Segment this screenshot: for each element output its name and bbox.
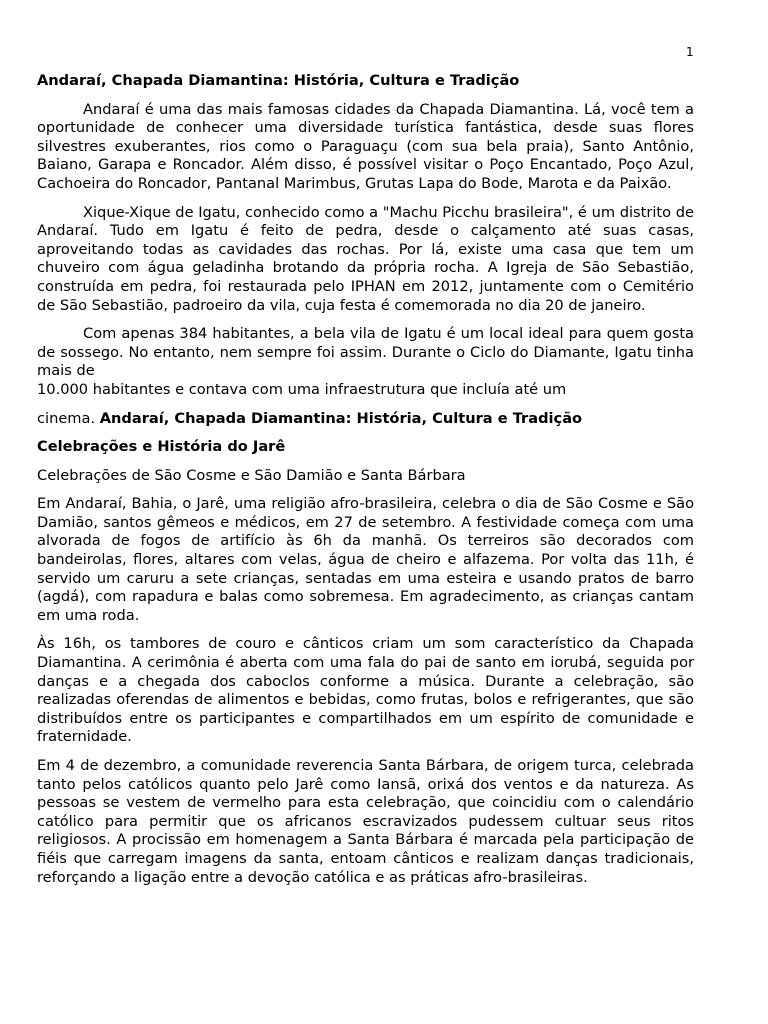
paragraph-santa-barbara: Em 4 de dezembro, a comunidade reverencia Santa Bárbara, de origem turca, celebrada tanto pelos católicos quanto pelo Jarê como Iansã, orixá dos ventos e da natureza. As pessoas se vestem de vermelho para esta celebração, que coincidiu com o calendário católico para permitir que os africanos escravizados pudessem cultuar seus ritos religiosos. A procissão em homenagem a Santa Bárbara é marcada pela participação de fiéis que carregam imagens da santa, entoam cânticos e realizam danças tradicionais, reforçando a ligação entre a devoção católica e as práticas afro-brasileiras. [37,757,694,886]
page-number: 1 [686,45,694,59]
document-title: Andaraí, Chapada Diamantina: História, Cultura e Tradição [37,72,520,89]
paragraph-tambores: Às 16h, os tambores de couro e cânticos criam um som característico da Chapada Diamantina. A cerimônia é aberta com uma fala do pai de santo em iorubá, seguida por danças e a chegada dos caboclos conforme a música. Durante a celebração, são realizadas oferendas de alimentos e bebidas, como frutas, bolos e refrigerantes, que são distribuídos entre os participantes e compartilhados em um espírito de comunidade e fraternidade. [37,635,694,746]
paragraph-igatu-population: Com apenas 384 habitantes, a bela vila de Igatu é um local ideal para quem gosta de sossego. No entanto, nem sempre foi assim. Durante o Ciclo do Diamante, Igatu tinha mais de [37,325,694,380]
section-subheading-celebrations: Celebrações de São Cosme e São Damião e Santa Bárbara [37,466,466,484]
paragraph-sao-cosme: Em Andaraí, Bahia, o Jarê, uma religião afro-brasileira, celebra o dia de São Cosme e São Damião, santos gêmeos e médicos, em 27 de setembro. A festividade começa com uma alvorada de fogos de artifício às 6h da manhã. Os terreiros são decorados com bandeirolas, flores, altares com velas, água de cheiro e alfazema. Por volta das 11h, é servido um caruru a sete crianças, sentadas em uma esteira e usando pratos de barro (agdá), com rapadura e balas como sobremesa. Em agradecimento, as crianças cantam em uma roda. [37,495,694,624]
paragraph-andarai-intro: Andaraí é uma das mais famosas cidades da Chapada Diamantina. Lá, você tem a oportunidade de conhecer uma diversidade turística fantástica, desde suas flores silvestres exuberantes, rios como o Paraguaçu (com sua bela praia), Santo Antônio, Baiano, Garapa e Roncador. Além disso, é possível visitar o Poço Encantado, Poço Azul, Cachoeira do Roncador, Pantanal Marimbus, Grutas Lapa do Bode, Marota e da Paixão. [37,100,694,192]
repeated-title-inline: Andaraí, Chapada Diamantina: História, Cultura e Tradição [99,409,583,427]
paragraph-cinema [37,410,694,429]
paragraph-cinema-text: cinema. [37,409,96,427]
section-heading-jare: Celebrações e História do Jarê [37,438,286,456]
document-body [37,72,694,897]
paragraph-igatu-population-continued: 10.000 habitantes e contava com uma infraestrutura que incluía até um [37,380,567,398]
paragraph-igatu: Xique-Xique de Igatu, conhecido como a "Machu Picchu brasileira", é um distrito de Andaraí. Tudo em Igatu é feito de pedra, desde o calçamento até suas casas, aproveitando todas as cavidades das rochas. Por lá, existe uma casa que tem um chuveiro com água geladinha brotando da própria rocha. A Igreja de São Sebastião, construída em pedra, foi restaurada pelo IPHAN em 2012, juntamente com o Cemitério de São Sebastião, padroeiro da vila, cuja festa é comemorada no dia 20 de janeiro. [37,203,694,314]
